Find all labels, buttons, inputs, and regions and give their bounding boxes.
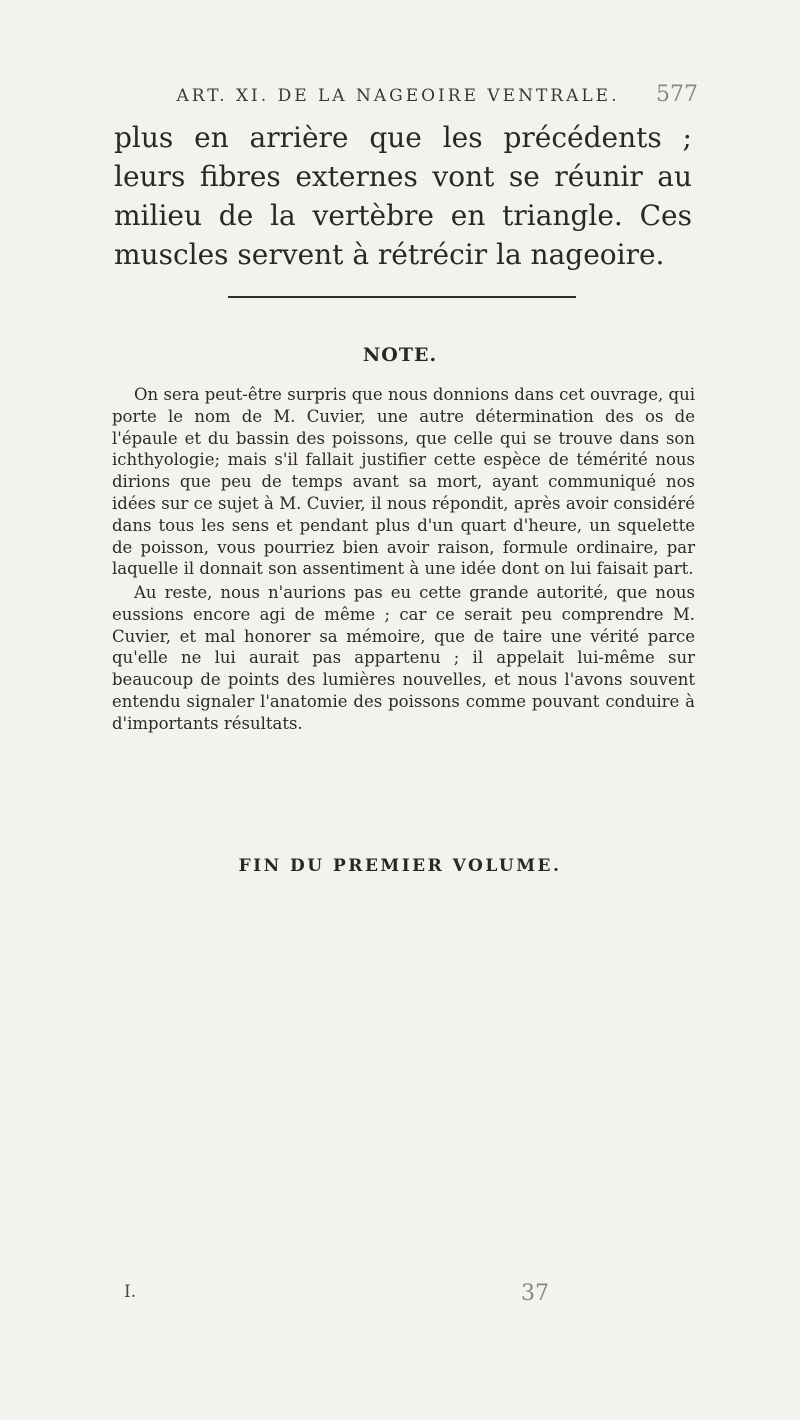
- end-of-volume-mark: FIN DU PREMIER VOLUME.: [238, 856, 562, 876]
- note-heading: NOTE.: [362, 344, 438, 366]
- page-number: 577: [656, 82, 698, 107]
- signature-mark: I.: [124, 1282, 137, 1302]
- signature-number: 37: [521, 1281, 549, 1306]
- section-divider: [228, 296, 576, 298]
- note-paragraph: Au reste, nous n'aurions pas eu cette grande autorité, que nous eussions encore agi de même ; car ce serait peu comprendre M. Cuvier, et mal honorer sa mémoire, que de taire une vérité parce qu'elle ne lui aurait pas appartenu ; il appelait lui-même sur beaucoup de points des lumières nouvelles, et nous l'avons souvent entendu signaler l'anatomie des poissons comme pouvant conduire à d'importants résultats.: [112, 583, 695, 733]
- note-paragraph: On sera peut-être surpris que nous donnions dans cet ouvrage, qui porte le nom de M. Cuvier, une autre détermination des os de l'épaule et du bassin des poissons, que celle qui se trouve dans son ichthyologie; mais s'il fallait justifier cette espèce de témérité nous dirions que peu de temps avant sa mort, ayant communiqué nos idées sur ce sujet à M. Cuvier, il nous répondit, après avoir considéré dans tous les sens et pendant plus d'un quart d'heure, un squelette de poisson, vous pourriez bien avoir raison, formule ordinaire, par laquelle il donnait son assentiment à une idée dont on lui faisait part.: [112, 385, 695, 579]
- body-paragraph: plus en arrière que les précédents ; leurs fibres externes vont se réunir au milieu de la vertèbre en triangle. Ces muscles servent à rétrécir la nageoire.: [114, 121, 692, 271]
- running-head: ART. XI. DE LA NAGEOIRE VENTRALE.: [176, 86, 620, 106]
